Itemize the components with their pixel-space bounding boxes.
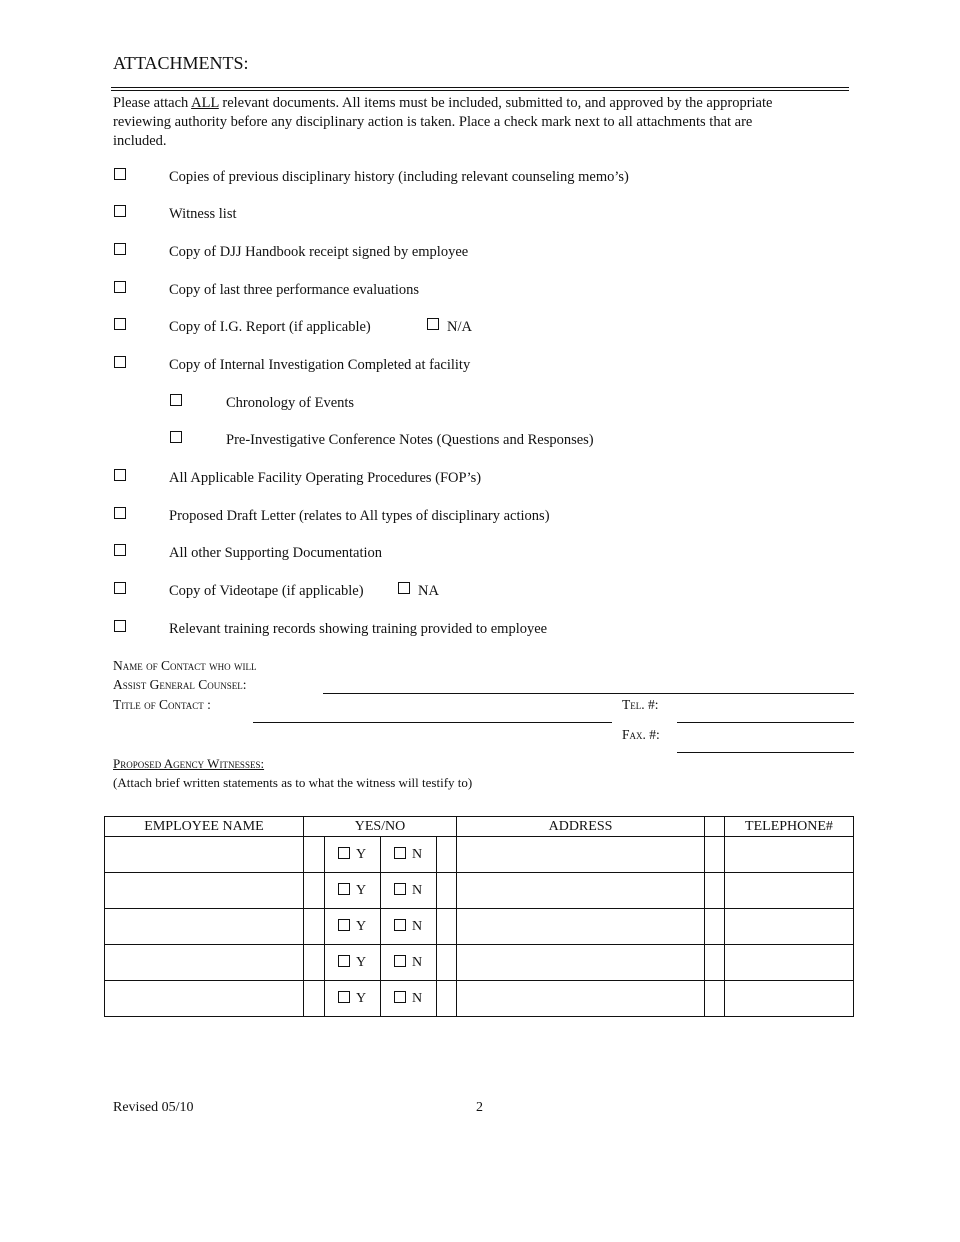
no-checkbox[interactable]: [394, 883, 406, 895]
spacer-cell: [436, 817, 457, 837]
attachment-label: Copy of Videotape (if applicable): [169, 583, 364, 599]
na-checkbox[interactable]: [427, 318, 439, 330]
yes-checkbox[interactable]: [338, 883, 350, 895]
no-cell[interactable]: [380, 873, 436, 909]
telephone-cell[interactable]: [725, 945, 854, 981]
yes-label: Y: [355, 954, 367, 970]
intro-line3: included.: [113, 133, 167, 149]
spacer-cell: [304, 837, 325, 873]
attachment-checkbox[interactable]: [114, 469, 126, 481]
telephone-cell[interactable]: [725, 981, 854, 1017]
yes-cell[interactable]: [324, 837, 380, 873]
spacer-cell: [705, 873, 725, 909]
header-employee-name: EMPLOYEE NAME: [105, 817, 304, 837]
yes-cell[interactable]: [324, 981, 380, 1017]
tel-field[interactable]: [677, 722, 854, 723]
spacer-cell: [436, 981, 457, 1017]
spacer-cell: [436, 837, 457, 873]
employee-name-cell[interactable]: [105, 837, 304, 873]
intro-line2: reviewing authority before any disciplinary action is taken. Place a check mark next to all attachments that are: [113, 114, 753, 130]
na-label: NA: [418, 583, 439, 599]
attachment-checkbox[interactable]: [114, 356, 126, 368]
telephone-cell[interactable]: [725, 837, 854, 873]
attachment-checkbox[interactable]: [114, 318, 126, 330]
contact-name-label-2: Assist General Counsel:: [113, 677, 247, 692]
intro-text: [113, 94, 772, 151]
no-cell[interactable]: [380, 981, 436, 1017]
attachment-label: Relevant training records showing training provided to employee: [169, 621, 548, 637]
spacer-cell: [436, 945, 457, 981]
telephone-cell[interactable]: [725, 873, 854, 909]
address-cell[interactable]: [457, 837, 705, 873]
spacer-cell: [304, 909, 325, 945]
telephone-cell[interactable]: [725, 909, 854, 945]
attachment-label: Proposed Draft Letter (relates to All types of disciplinary actions): [169, 508, 550, 524]
spacer-cell: [705, 817, 725, 837]
attachment-checkbox[interactable]: [170, 431, 182, 443]
yes-checkbox[interactable]: [338, 919, 350, 931]
address-cell[interactable]: [457, 981, 705, 1017]
spacer-cell: [705, 945, 725, 981]
witnesses-note: (Attach brief written statements as to what the witness will testify to): [113, 775, 473, 790]
attachment-label: Chronology of Events: [226, 395, 355, 411]
table-row: [105, 873, 854, 909]
yes-checkbox[interactable]: [338, 955, 350, 967]
attachment-label: Copy of Internal Investigation Completed at facility: [169, 357, 471, 373]
attachment-checkbox[interactable]: [114, 507, 126, 519]
attachment-checkbox[interactable]: [114, 205, 126, 217]
contact-title-field[interactable]: [253, 722, 612, 723]
employee-name-cell[interactable]: [105, 873, 304, 909]
address-cell[interactable]: [457, 909, 705, 945]
spacer-cell: [705, 981, 725, 1017]
no-label: N: [411, 990, 423, 1006]
contact-title-label: Title of Contact :: [113, 697, 211, 712]
attachment-label: Copies of previous disciplinary history (including relevant counseling memo’s): [169, 169, 629, 185]
yes-label: Y: [355, 846, 367, 862]
spacer-cell: [705, 909, 725, 945]
attachment-checkbox[interactable]: [114, 582, 126, 594]
tel-label: Tel. #:: [622, 697, 659, 712]
employee-name-cell[interactable]: [105, 981, 304, 1017]
no-label: N: [411, 954, 423, 970]
attachment-label: All Applicable Facility Operating Procedures (FOP’s): [169, 470, 482, 486]
no-checkbox[interactable]: [394, 919, 406, 931]
spacer-cell: [436, 909, 457, 945]
attachment-label: All other Supporting Documentation: [169, 545, 383, 561]
fax-field[interactable]: [677, 752, 854, 753]
yes-cell[interactable]: [324, 945, 380, 981]
attachment-label: Copy of last three performance evaluations: [169, 282, 420, 298]
attachment-checkbox[interactable]: [170, 394, 182, 406]
no-checkbox[interactable]: [394, 955, 406, 967]
table-header-row: [105, 817, 854, 837]
no-cell[interactable]: [380, 909, 436, 945]
yes-label: Y: [355, 990, 367, 1006]
no-cell[interactable]: [380, 945, 436, 981]
employee-name-cell[interactable]: [105, 909, 304, 945]
attachment-label: Copy of I.G. Report (if applicable): [169, 319, 371, 335]
attachment-checkbox[interactable]: [114, 620, 126, 632]
no-label: N: [411, 846, 423, 862]
yes-cell[interactable]: [324, 909, 380, 945]
na-checkbox[interactable]: [398, 582, 410, 594]
yes-label: Y: [355, 918, 367, 934]
intro-pre: Please attach: [113, 95, 192, 111]
fax-label: Fax. #:: [622, 727, 660, 742]
header-address: ADDRESS: [457, 817, 705, 837]
header-telephone: TELEPHONE#: [725, 817, 854, 837]
revised-date: Revised 05/10: [113, 1100, 194, 1115]
spacer-cell: [705, 837, 725, 873]
yes-checkbox[interactable]: [338, 991, 350, 1003]
table-row: [105, 837, 854, 873]
contact-name-label-1: Name of Contact who will: [113, 658, 257, 673]
intro-line1: relevant documents. All items must be included, submitted to, and approved by the appropriate: [218, 95, 773, 111]
witness-table: [104, 816, 854, 1017]
address-cell[interactable]: [457, 945, 705, 981]
yes-cell[interactable]: [324, 873, 380, 909]
no-label: N: [411, 918, 423, 934]
table-row: [105, 981, 854, 1017]
spacer-cell: [304, 981, 325, 1017]
attachment-checkbox[interactable]: [114, 168, 126, 180]
attachment-checkbox[interactable]: [114, 281, 126, 293]
divider: [111, 87, 849, 88]
header-yes-no: YES/NO: [324, 817, 436, 837]
page-number: 2: [476, 1100, 483, 1115]
spacer-cell: [304, 817, 325, 837]
table-row: [105, 909, 854, 945]
attachment-label: Copy of DJJ Handbook receipt signed by employee: [169, 244, 469, 260]
spacer-cell: [304, 945, 325, 981]
attachment-checkbox[interactable]: [114, 544, 126, 556]
spacer-cell: [304, 873, 325, 909]
intro-all: ALL: [191, 95, 219, 111]
contact-name-field[interactable]: [323, 693, 854, 694]
employee-name-cell[interactable]: [105, 945, 304, 981]
spacer-cell: [436, 873, 457, 909]
attachment-label: Pre-Investigative Conference Notes (Questions and Responses): [226, 432, 594, 448]
yes-label: Y: [355, 882, 367, 898]
no-label: N: [411, 882, 423, 898]
witnesses-heading: Proposed Agency Witnesses:: [113, 756, 265, 771]
attachment-label: Witness list: [169, 206, 237, 222]
no-checkbox[interactable]: [394, 847, 406, 859]
divider: [111, 90, 849, 91]
no-checkbox[interactable]: [394, 991, 406, 1003]
yes-checkbox[interactable]: [338, 847, 350, 859]
no-cell[interactable]: [380, 837, 436, 873]
table-row: [105, 945, 854, 981]
na-label: N/A: [447, 319, 472, 335]
page-title: ATTACHMENTS:: [113, 53, 249, 73]
address-cell[interactable]: [457, 873, 705, 909]
attachment-checkbox[interactable]: [114, 243, 126, 255]
